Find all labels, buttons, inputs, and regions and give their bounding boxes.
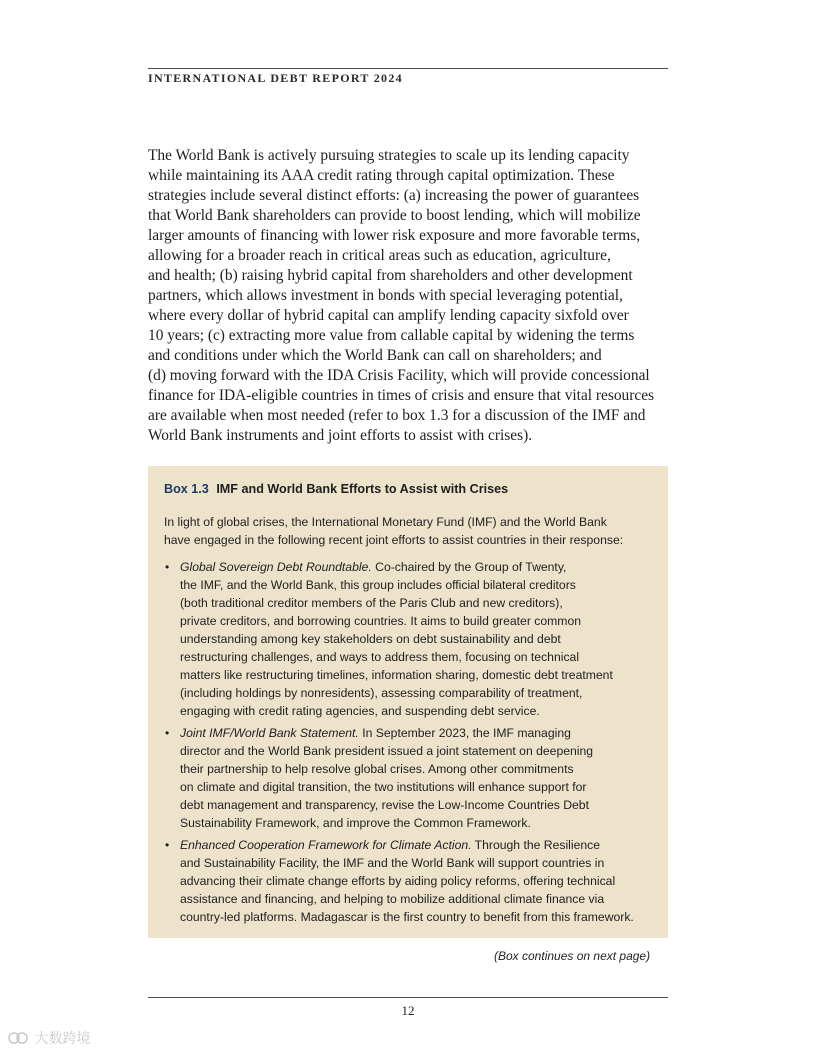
bullet-line: director and the World Bank president issued a joint statement on deepening	[180, 744, 594, 758]
body-line: partners, which allows investment in bonds with special leveraging potential,	[148, 287, 623, 304]
box-panel	[148, 466, 668, 938]
bullet-line: engaging with credit rating agencies, and suspending debt service.	[180, 704, 540, 718]
body-line: (d) moving forward with the IDA Crisis Facility, which will provide concessional	[148, 367, 650, 384]
body-line: The World Bank is actively pursuing strategies to scale up its lending capacity	[148, 147, 630, 164]
bullet-marker: •	[165, 726, 170, 740]
body-line: while maintaining its AAA credit rating through capital optimization. These	[148, 167, 615, 184]
body-line: strategies include several distinct efforts: (a) increasing the power of guarantees	[148, 187, 640, 204]
bullet-heading: Joint IMF/World Bank Statement.	[180, 726, 359, 740]
bullet-line: understanding among key stakeholders on debt sustainability and debt	[180, 632, 561, 646]
body-line: and health; (b) raising hybrid capital from shareholders and other development	[148, 267, 633, 284]
bullet-first-rest: In September 2023, the IMF managing	[358, 726, 571, 740]
body-line: 10 years; (c) extracting more value from callable capital by widening the terms	[148, 327, 635, 344]
bullet-line: restructuring challenges, and ways to address them, focusing on technical	[180, 650, 580, 664]
header-rule	[148, 68, 668, 69]
watermark-logo	[8, 1028, 90, 1048]
bullet-line: the IMF, and the World Bank, this group includes official bilateral creditors	[180, 578, 576, 592]
box-intro-line: In light of global crises, the International Monetary Fund (IMF) and the World Bank	[164, 515, 607, 529]
bullet-heading: Global Sovereign Debt Roundtable.	[180, 560, 372, 574]
bullet-marker: •	[165, 560, 170, 574]
bullet-line: assistance and financing, and helping to mobilize additional climate finance via	[180, 892, 605, 906]
box-continues-note: (Box continues on next page)	[494, 949, 651, 963]
bullet-text	[180, 558, 613, 720]
box-intro-line: have engaged in the following recent joint efforts to assist countries in their response:	[164, 533, 624, 547]
bullet-line: advancing their climate change efforts by aiding policy reforms, offering technical	[180, 874, 616, 888]
bullet-marker: •	[165, 838, 170, 852]
body-line: World Bank instruments and joint efforts to assist with crises).	[148, 427, 533, 444]
bullet-line: private creditors, and borrowing countries. It aims to build greater common	[180, 614, 582, 628]
bullet-text	[180, 836, 634, 926]
body-line: are available when most needed (refer to box 1.3 for a discussion of the IMF and	[148, 407, 646, 424]
bullet-first-line	[180, 558, 613, 576]
bullet-line: and Sustainability Facility, the IMF and the World Bank will support countries in	[180, 856, 605, 870]
bullet-text	[180, 724, 593, 832]
body-paragraph	[148, 146, 670, 446]
watermark-icon	[8, 1031, 30, 1045]
bullet-first-rest: Co-chaired by the Group of Twenty,	[371, 560, 567, 574]
box-title-text: IMF and World Bank Efforts to Assist with Crises	[216, 482, 509, 496]
bullet-line: (including holdings by nonresidents), assessing comparability of treatment,	[180, 686, 583, 700]
running-header: INTERNATIONAL DEBT REPORT 2024	[148, 71, 403, 85]
bullet-line: debt management and transparency, revise the Low-Income Countries Debt	[180, 798, 589, 812]
page-number: 12	[401, 1003, 415, 1018]
box-intro	[164, 513, 659, 549]
watermark-text: 大数跨境	[34, 1031, 91, 1047]
bullet-line: their partnership to help resolve global crises. Among other commitments	[180, 762, 574, 776]
footer-rule	[148, 997, 668, 998]
bullet-line: matters like restructuring timelines, information sharing, domestic debt treatment	[180, 668, 613, 682]
bullet-line: Sustainability Framework, and improve the Common Framework.	[180, 816, 531, 830]
body-line: that World Bank shareholders can provide to boost lending, which will mobilize	[148, 207, 641, 224]
bullet-line: on climate and digital transition, the two institutions will enhance support for	[180, 780, 587, 794]
bullet-first-line	[180, 836, 634, 854]
bullet-line: country-led platforms. Madagascar is the first country to benefit from this framework.	[180, 910, 634, 924]
body-line: where every dollar of hybrid capital can amplify lending capacity sixfold over	[148, 307, 629, 324]
body-line: allowing for a broader reach in critical areas such as education, agriculture,	[148, 247, 611, 264]
bullet-heading: Enhanced Cooperation Framework for Climate Action.	[180, 838, 472, 852]
bullet-first-rest: Through the Resilience	[471, 838, 601, 852]
bullet-line: (both traditional creditor members of the Paris Club and new creditors),	[180, 596, 563, 610]
body-line: and conditions under which the World Bank can call on shareholders; and	[148, 347, 602, 364]
bullet-first-line	[180, 724, 593, 742]
body-line: finance for IDA-eligible countries in times of crisis and ensure that vital resources	[148, 387, 655, 404]
box-number: Box 1.3	[164, 482, 209, 496]
box-title	[164, 480, 508, 498]
body-line: larger amounts of financing with lower risk exposure and more favorable terms,	[148, 227, 641, 244]
